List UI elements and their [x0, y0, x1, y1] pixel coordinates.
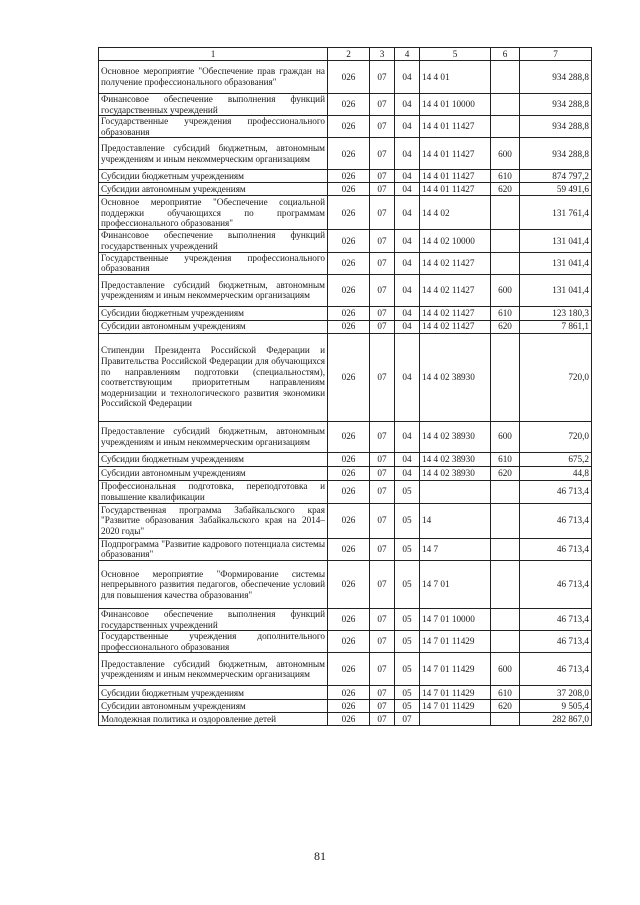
subsection-code: 04	[395, 466, 420, 480]
header-cell: 2	[328, 48, 370, 61]
row-name: Основное мероприятие "Обеспечение прав граждан на получение профессионального образования"	[99, 61, 328, 94]
expense-type-code	[491, 538, 520, 560]
subsection-code: 04	[395, 138, 420, 170]
section-code: 07	[370, 538, 395, 560]
table-row	[99, 686, 592, 700]
section-code: 07	[370, 466, 395, 480]
target-article-code	[420, 480, 491, 503]
table-row	[99, 306, 592, 320]
section-code: 07	[370, 116, 395, 138]
ministry-code: 026	[328, 560, 370, 608]
subsection-code: 05	[395, 686, 420, 700]
target-article-code: 14 7 01 11429	[420, 686, 491, 700]
row-name: Субсидии автономным учреждениям	[99, 183, 328, 196]
subsection-code: 04	[395, 274, 420, 306]
section-code: 07	[370, 560, 395, 608]
row-name: Предоставление субсидий бюджетным, автономным учреждениям и иным некоммерческим организациям	[99, 653, 328, 686]
expense-type-code	[491, 608, 520, 630]
ministry-code: 026	[328, 333, 370, 421]
ministry-code: 026	[328, 713, 370, 726]
subsection-code: 05	[395, 653, 420, 686]
budget-table	[98, 47, 592, 726]
table-row	[99, 653, 592, 686]
expense-type-code: 600	[491, 274, 520, 306]
expense-type-code: 610	[491, 170, 520, 183]
ministry-code: 026	[328, 538, 370, 560]
row-name: Субсидии автономным учреждениям	[99, 466, 328, 480]
subsection-code: 04	[395, 320, 420, 333]
section-code: 07	[370, 320, 395, 333]
expense-type-code: 610	[491, 306, 520, 320]
table-row	[99, 230, 592, 252]
amount: 131 761,4	[520, 196, 592, 230]
amount: 131 041,4	[520, 252, 592, 274]
target-article-code: 14 4 02	[420, 196, 491, 230]
target-article-code: 14	[420, 503, 491, 538]
expense-type-code	[491, 116, 520, 138]
table-row	[99, 320, 592, 333]
row-name: Стипендии Президента Российской Федерации и Правительства Российской Федерации для обучающихся по направлениям подготовки (специальностям), соответствующим приоритетным направлениям модернизации и технологического развития экономики Российской Федерации	[99, 333, 328, 421]
header-cell: 6	[491, 48, 520, 61]
target-article-code: 14 4 01 11427	[420, 116, 491, 138]
amount: 46 713,4	[520, 653, 592, 686]
amount: 934 288,8	[520, 138, 592, 170]
section-code: 07	[370, 631, 395, 653]
target-article-code: 14 4 02 11427	[420, 320, 491, 333]
header-cell: 5	[420, 48, 491, 61]
ministry-code: 026	[328, 196, 370, 230]
ministry-code: 026	[328, 631, 370, 653]
subsection-code: 04	[395, 452, 420, 466]
table-row	[99, 116, 592, 138]
expense-type-code: 620	[491, 466, 520, 480]
target-article-code: 14 7 01	[420, 560, 491, 608]
row-name: Субсидии бюджетным учреждениям	[99, 306, 328, 320]
ministry-code: 026	[328, 61, 370, 94]
section-code: 07	[370, 252, 395, 274]
subsection-code: 04	[395, 196, 420, 230]
expense-type-code: 620	[491, 320, 520, 333]
target-article-code: 14 7	[420, 538, 491, 560]
expense-type-code	[491, 480, 520, 503]
subsection-code: 05	[395, 631, 420, 653]
amount: 934 288,8	[520, 116, 592, 138]
row-name: Государственные учреждения профессионального образования	[99, 252, 328, 274]
amount: 720,0	[520, 421, 592, 452]
subsection-code: 05	[395, 538, 420, 560]
ministry-code: 026	[328, 170, 370, 183]
target-article-code: 14 4 02 11427	[420, 252, 491, 274]
table-row	[99, 333, 592, 421]
row-name: Финансовое обеспечение выполнения функций государственных учреждений	[99, 608, 328, 630]
amount: 46 713,4	[520, 608, 592, 630]
row-name: Субсидии бюджетным учреждениям	[99, 170, 328, 183]
subsection-code: 07	[395, 713, 420, 726]
amount: 46 713,4	[520, 560, 592, 608]
section-code: 07	[370, 94, 395, 116]
amount: 123 180,3	[520, 306, 592, 320]
expense-type-code: 610	[491, 452, 520, 466]
amount: 934 288,8	[520, 61, 592, 94]
amount: 7 861,1	[520, 320, 592, 333]
table-row	[99, 700, 592, 713]
section-code: 07	[370, 138, 395, 170]
target-article-code: 14 7 01 10000	[420, 608, 491, 630]
table-row	[99, 631, 592, 653]
header-cell: 3	[370, 48, 395, 61]
amount: 934 288,8	[520, 94, 592, 116]
ministry-code: 026	[328, 138, 370, 170]
expense-type-code: 610	[491, 686, 520, 700]
ministry-code: 026	[328, 183, 370, 196]
subsection-code: 04	[395, 94, 420, 116]
ministry-code: 026	[328, 608, 370, 630]
section-code: 07	[370, 306, 395, 320]
subsection-code: 04	[395, 421, 420, 452]
expense-type-code: 620	[491, 700, 520, 713]
row-name: Предоставление субсидий бюджетным, автономным учреждениям и иным некоммерческим организациям	[99, 421, 328, 452]
subsection-code: 05	[395, 700, 420, 713]
expense-type-code: 600	[491, 138, 520, 170]
page-number: 81	[314, 849, 326, 863]
ministry-code: 026	[328, 306, 370, 320]
expense-type-code	[491, 631, 520, 653]
section-code: 07	[370, 686, 395, 700]
table-row	[99, 560, 592, 608]
ministry-code: 026	[328, 252, 370, 274]
row-name: Предоставление субсидий бюджетным, автономным учреждениям и иным некоммерческим организациям	[99, 274, 328, 306]
target-article-code: 14 4 02 11427	[420, 274, 491, 306]
table-row	[99, 538, 592, 560]
expense-type-code	[491, 94, 520, 116]
amount: 46 713,4	[520, 503, 592, 538]
expense-type-code	[491, 252, 520, 274]
amount: 46 713,4	[520, 480, 592, 503]
row-name: Финансовое обеспечение выполнения функций государственных учреждений	[99, 94, 328, 116]
ministry-code: 026	[328, 94, 370, 116]
target-article-code: 14 4 01	[420, 61, 491, 94]
target-article-code: 14 4 02 38930	[420, 421, 491, 452]
amount: 874 797,2	[520, 170, 592, 183]
section-code: 07	[370, 61, 395, 94]
table-row	[99, 252, 592, 274]
row-name: Государственная программа Забайкальского края "Развитие образования Забайкальского края на 2014–2020 годы"	[99, 503, 328, 538]
amount: 37 208,0	[520, 686, 592, 700]
amount: 46 713,4	[520, 538, 592, 560]
expense-type-code	[491, 713, 520, 726]
amount: 675,2	[520, 452, 592, 466]
subsection-code: 04	[395, 252, 420, 274]
section-code: 07	[370, 452, 395, 466]
section-code: 07	[370, 653, 395, 686]
amount: 9 505,4	[520, 700, 592, 713]
target-article-code: 14 4 01 11427	[420, 138, 491, 170]
row-name: Основное мероприятие "Обеспечение социальной поддержки обучающихся по программам профессионального образования"	[99, 196, 328, 230]
ministry-code: 026	[328, 320, 370, 333]
section-code: 07	[370, 421, 395, 452]
subsection-code: 04	[395, 183, 420, 196]
target-article-code: 14 4 02 38930	[420, 452, 491, 466]
ministry-code: 026	[328, 466, 370, 480]
expense-type-code	[491, 333, 520, 421]
table-row	[99, 713, 592, 726]
target-article-code: 14 4 02 10000	[420, 230, 491, 252]
row-name: Субсидии бюджетным учреждениям	[99, 686, 328, 700]
expense-type-code: 600	[491, 421, 520, 452]
table-row	[99, 61, 592, 94]
section-code: 07	[370, 608, 395, 630]
amount: 131 041,4	[520, 274, 592, 306]
ministry-code: 026	[328, 700, 370, 713]
target-article-code: 14 4 02 38930	[420, 466, 491, 480]
expense-type-code: 620	[491, 183, 520, 196]
section-code: 07	[370, 333, 395, 421]
table-row	[99, 480, 592, 503]
table-row	[99, 452, 592, 466]
target-article-code: 14 4 01 10000	[420, 94, 491, 116]
row-name: Подпрограмма "Развитие кадрового потенциала системы образования"	[99, 538, 328, 560]
subsection-code: 04	[395, 333, 420, 421]
ministry-code: 026	[328, 116, 370, 138]
section-code: 07	[370, 713, 395, 726]
row-name: Государственные учреждения дополнительного профессионального образования	[99, 631, 328, 653]
ministry-code: 026	[328, 480, 370, 503]
amount: 282 867,0	[520, 713, 592, 726]
row-name: Основное мероприятие "Формирование системы непрерывного развития педагогов, обеспечение условий для повышения качества образования"	[99, 560, 328, 608]
expense-type-code	[491, 503, 520, 538]
row-name: Предоставление субсидий бюджетным, автономным учреждениям и иным некоммерческим организациям	[99, 138, 328, 170]
subsection-code: 05	[395, 608, 420, 630]
section-code: 07	[370, 230, 395, 252]
table-row	[99, 608, 592, 630]
amount: 131 041,4	[520, 230, 592, 252]
header-cell: 7	[520, 48, 592, 61]
table-row	[99, 274, 592, 306]
section-code: 07	[370, 700, 395, 713]
amount: 46 713,4	[520, 631, 592, 653]
subsection-code: 04	[395, 230, 420, 252]
ministry-code: 026	[328, 503, 370, 538]
row-name: Молодежная политика и оздоровление детей	[99, 713, 328, 726]
target-article-code: 14 4 02 38930	[420, 333, 491, 421]
subsection-code: 04	[395, 170, 420, 183]
table-row	[99, 94, 592, 116]
section-code: 07	[370, 503, 395, 538]
table-row	[99, 421, 592, 452]
target-article-code: 14 7 01 11429	[420, 653, 491, 686]
table-row	[99, 196, 592, 230]
target-article-code: 14 7 01 11429	[420, 631, 491, 653]
target-article-code	[420, 713, 491, 726]
section-code: 07	[370, 480, 395, 503]
target-article-code: 14 7 01 11429	[420, 700, 491, 713]
table-row	[99, 138, 592, 170]
expense-type-code	[491, 230, 520, 252]
header-cell: 1	[99, 48, 328, 61]
row-name: Финансовое обеспечение выполнения функций государственных учреждений	[99, 230, 328, 252]
table-row	[99, 466, 592, 480]
section-code: 07	[370, 196, 395, 230]
header-cell: 4	[395, 48, 420, 61]
subsection-code: 04	[395, 306, 420, 320]
table-row	[99, 183, 592, 196]
section-code: 07	[370, 274, 395, 306]
ministry-code: 026	[328, 653, 370, 686]
ministry-code: 026	[328, 230, 370, 252]
row-name: Субсидии автономным учреждениям	[99, 320, 328, 333]
target-article-code: 14 4 02 11427	[420, 306, 491, 320]
amount: 720,0	[520, 333, 592, 421]
ministry-code: 026	[328, 452, 370, 466]
target-article-code: 14 4 01 11427	[420, 170, 491, 183]
section-code: 07	[370, 170, 395, 183]
header-row	[99, 48, 592, 61]
table-row	[99, 170, 592, 183]
row-name: Профессиональная подготовка, переподготовка и повышение квалификации	[99, 480, 328, 503]
row-name: Субсидии автономным учреждениям	[99, 700, 328, 713]
ministry-code: 026	[328, 686, 370, 700]
row-name: Субсидии бюджетным учреждениям	[99, 452, 328, 466]
subsection-code: 04	[395, 61, 420, 94]
ministry-code: 026	[328, 274, 370, 306]
target-article-code: 14 4 01 11427	[420, 183, 491, 196]
amount: 59 491,6	[520, 183, 592, 196]
expense-type-code	[491, 196, 520, 230]
row-name: Государственные учреждения профессионального образования	[99, 116, 328, 138]
ministry-code: 026	[328, 421, 370, 452]
section-code: 07	[370, 183, 395, 196]
amount: 44,8	[520, 466, 592, 480]
table-row	[99, 503, 592, 538]
subsection-code: 05	[395, 560, 420, 608]
subsection-code: 04	[395, 116, 420, 138]
expense-type-code	[491, 61, 520, 94]
subsection-code: 05	[395, 480, 420, 503]
subsection-code: 05	[395, 503, 420, 538]
expense-type-code: 600	[491, 653, 520, 686]
expense-type-code	[491, 560, 520, 608]
